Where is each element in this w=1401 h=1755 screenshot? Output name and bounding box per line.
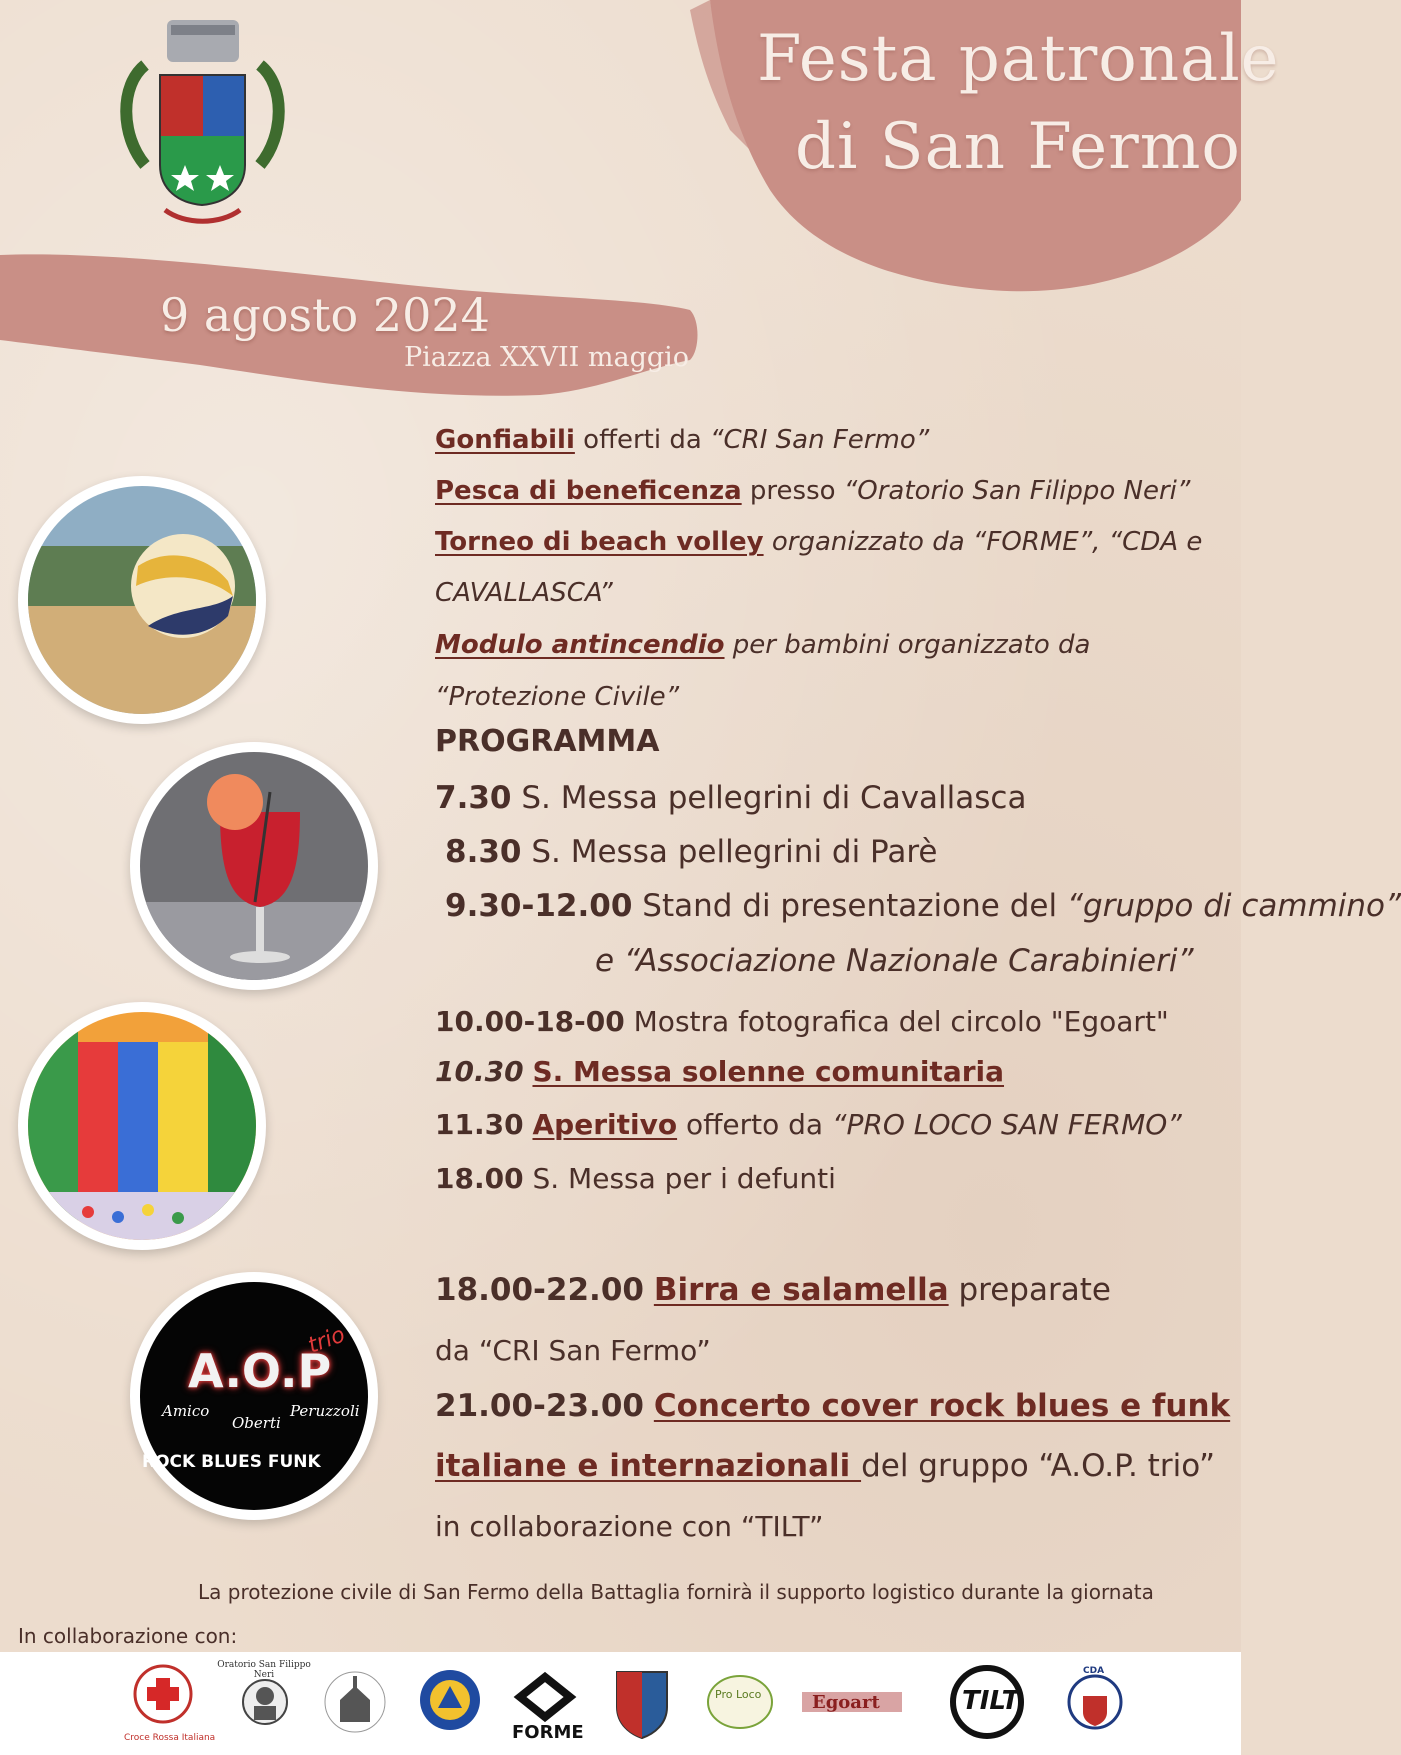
program-item-9-line2 (435, 1448, 1215, 1485)
program-time: 18.00 (435, 1162, 524, 1195)
program-text: Stand di presentazione del (632, 888, 1067, 924)
program-item-5 (435, 1055, 1004, 1089)
event-date: 9 agosto 2024 (160, 288, 490, 342)
activity-modulo (435, 630, 1090, 661)
program-item-9 (435, 1388, 1230, 1425)
oratorio-logo-text: Oratorio San Filippo Neri (217, 1660, 311, 1680)
title-line-1: Festa patronale (757, 22, 1280, 96)
proloco-logo-icon (705, 1662, 775, 1742)
proloco-logo-text: Pro Loco (715, 1688, 762, 1701)
activity-quote: “Oratorio San Filippo Neri” (843, 476, 1191, 506)
program-time: 18.00-22.00 (435, 1272, 644, 1308)
support-note: La protezione civile di San Fermo della Battaglia fornirà il supporto logistico durante la giornata (198, 1580, 1154, 1604)
activity-text: presso (741, 476, 844, 506)
activity-modulo-line2: “Protezione Civile” (435, 682, 680, 712)
band-logo-trio: trio (304, 1322, 349, 1359)
program-time: 11.30 (435, 1108, 524, 1141)
tilt-logo-text: TILT (962, 1686, 1020, 1716)
band-member-2: Oberti (232, 1414, 281, 1432)
program-item-8-line2: da “CRI San Fermo” (435, 1334, 711, 1367)
program-text: offerto da (677, 1108, 832, 1141)
program-item-3-line2: e “Associazione Nazionale Carabinieri” (595, 943, 1194, 979)
church-logo-icon (320, 1662, 390, 1742)
activity-gonfiabili (435, 425, 929, 456)
band-member-3: Peruzzoli (290, 1402, 360, 1420)
band-logo-title: A.O.P (188, 1344, 332, 1398)
program-text: S. Messa per i defunti (523, 1162, 836, 1195)
program-time: 10.00-18-00 (435, 1005, 625, 1038)
program-item-7 (435, 1162, 836, 1196)
program-highlight: Concerto cover rock blues e funk (653, 1388, 1231, 1424)
activity-text: per bambini organizzato da (724, 630, 1091, 660)
band-logo-image (130, 1272, 378, 1520)
program-highlight: Birra e salamella (653, 1272, 949, 1308)
program-highlight: Aperitivo (532, 1108, 678, 1141)
program-text: del gruppo “A.O.P. trio” (861, 1448, 1216, 1484)
program-item-1 (435, 780, 1026, 817)
activity-highlight: Gonfiabili (435, 425, 575, 455)
activity-torneo-line2: CAVALLASCA” (435, 578, 613, 608)
cri-logo-text: Croce Rossa Italiana (124, 1733, 216, 1743)
aperitivo-image (130, 742, 378, 990)
activity-highlight: Modulo antincendio (435, 630, 725, 660)
activity-text: offerti da (574, 425, 711, 455)
title-line-2: di San Fermo (795, 110, 1241, 184)
activity-highlight: Torneo di beach volley (435, 527, 764, 557)
program-text: Mostra fotografica del circolo "Egoart" (624, 1005, 1169, 1038)
activity-text: organizzato da “FORME”, “CDA e (763, 527, 1203, 557)
activity-highlight: Pesca di beneficenza (435, 476, 742, 506)
program-item-6 (435, 1108, 1182, 1142)
inflatables-image (18, 1002, 266, 1250)
band-logo-disc (140, 1282, 368, 1510)
program-highlight-2: italiane e internazionali (435, 1448, 862, 1484)
program-highlight: S. Messa solenne comunitaria (532, 1055, 1005, 1088)
program-time: 7.30 (435, 780, 512, 816)
program-text: S. Messa pellegrini di Parè (521, 834, 938, 870)
program-item-4 (435, 1005, 1169, 1039)
cda-logo-text: CDA (1083, 1666, 1105, 1676)
program-item-2 (445, 834, 938, 871)
forme-logo-text: FORME (512, 1722, 584, 1743)
program-quote: “PRO LOCO SAN FERMO” (831, 1108, 1182, 1141)
program-quote: “gruppo di cammino” (1066, 888, 1401, 924)
program-item-3 (445, 888, 1401, 925)
program-time: 9.30-12.00 (445, 888, 633, 924)
shield-logo-icon (612, 1662, 672, 1742)
egoart-logo-text: Egoart (812, 1692, 880, 1713)
program-heading: PROGRAMMA (435, 724, 660, 759)
program-time: 8.30 (445, 834, 522, 870)
band-logo-genre: ROCK BLUES FUNK (142, 1452, 321, 1472)
program-time: 10.30 (435, 1055, 524, 1088)
program-text: preparate (948, 1272, 1111, 1308)
activity-quote: “CRI San Fermo” (710, 425, 930, 455)
program-item-9-line3: in collaborazione con “TILT” (435, 1510, 824, 1543)
cri-logo-icon (128, 1662, 198, 1742)
collab-label: In collaborazione con: (18, 1624, 238, 1648)
activity-pesca (435, 476, 1190, 507)
program-item-8 (435, 1272, 1111, 1309)
beach-volley-image (18, 476, 266, 724)
protezione-civile-logo-icon (415, 1662, 485, 1742)
program-time: 21.00-23.00 (435, 1388, 644, 1424)
coat-of-arms-icon (115, 15, 290, 235)
band-member-1: Amico (162, 1402, 210, 1420)
activity-torneo (435, 527, 1202, 558)
program-text: S. Messa pellegrini di Cavallasca (511, 780, 1027, 816)
event-place: Piazza XXVII maggio (404, 342, 690, 373)
